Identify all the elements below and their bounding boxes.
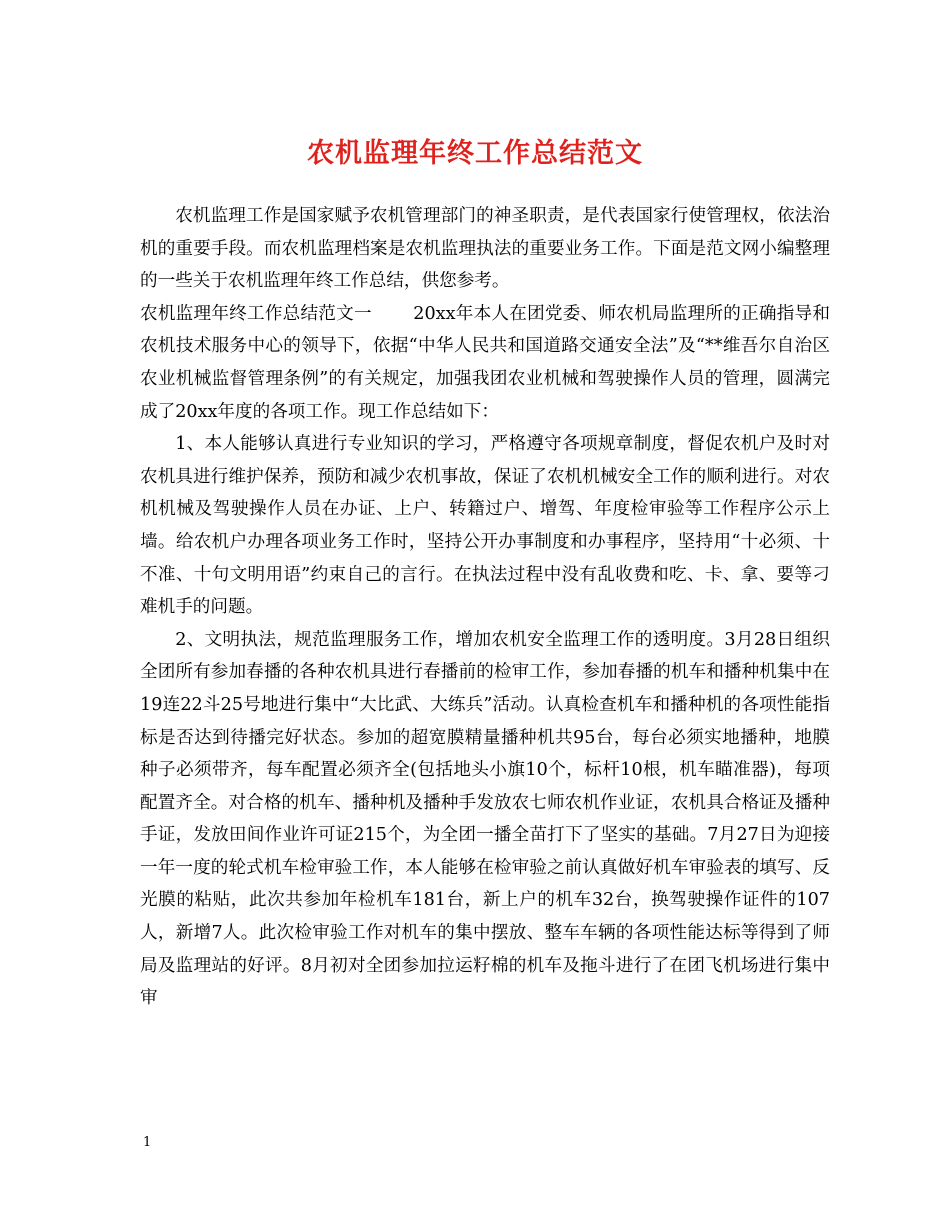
paragraph-section-one: 农机监理年终工作总结范文一 20xx年本人在团党委、师农机局监理所的正确指导和农机技术服务中心的领导下，依据“中华人民共和国道路交通安全法”及“**维吾尔自治区农业机械监督管理条例”的有关规定，加强我团农业机械和驾驶操作人员的管理，圆满完成了20xx年度的各项工作。现工作总结如下： bbox=[140, 303, 830, 422]
document-title: 农机监理年终工作总结范文 bbox=[307, 138, 643, 169]
document-body bbox=[140, 200, 830, 1015]
paragraph-item-2: 2、文明执法，规范监理服务工作，增加农机安全监理工作的透明度。3月28日组织全团所有参加春播的各种农机具进行春播前的检审工作，参加春播的机车和播种机集中在19连22斗25号地进行集中“大比武、大练兵”活动。认真检查机车和播种机的各项性能指标是否达到待播完好状态。参加的超宽膜精量播种机共95台，每台必须实地播种，地膜种子必须带齐，每车配置必须齐全(包括地头小旗10个，标杆10根，机车瞄准器)，每项配置齐全。对合格的机车、播种机及播种手发放农七师农机作业证，农机具合格证及播种手证，发放田间作业许可证215个，为全团一播全苗打下了坚实的基础。7月27日为迎接一年一度的轮式机车检审验工作，本人能够在检审验之前认真做好机车审验表的填写、反光膜的粘贴，此次共参加年检机车181台，新上户的机车32台，换驾驶操作证件的107人，新增7人。此次检审验工作对机车的集中摆放、整车车辆的各项性能达标等得到了师局及监理站的好评。8月初对全团参加拉运籽棉的机车及拖斗进行了在团飞机场进行集中审 bbox=[140, 629, 830, 1009]
paragraph-intro: 农机监理工作是国家赋予农机管理部门的神圣职责，是代表国家行使管理权，依法治机的重要手段。而农机监理档案是农机监理执法的重要业务工作。下面是范文网小编整理的一些关于农机监理年终工作总结，供您参考。 bbox=[140, 206, 830, 292]
page-number: 1 bbox=[143, 1135, 152, 1150]
paragraph-item-1: 1、本人能够认真进行专业知识的学习，严格遵守各项规章制度，督促农机户及时对农机具进行维护保养，预防和减少农机事故，保证了农机机械安全工作的顺利进行。对农机机械及驾驶操作人员在办证、上户、转籍过户、增驾、年度检审验等工作程序公示上墙。给农机户办理各项业务工作时，坚持公开办事制度和办事程序，坚持用“十必须、十不准、十句文明用语”约束自己的言行。在执法过程中没有乱收费和吃、卡、拿、要等刁难机手的问题。 bbox=[140, 434, 830, 618]
